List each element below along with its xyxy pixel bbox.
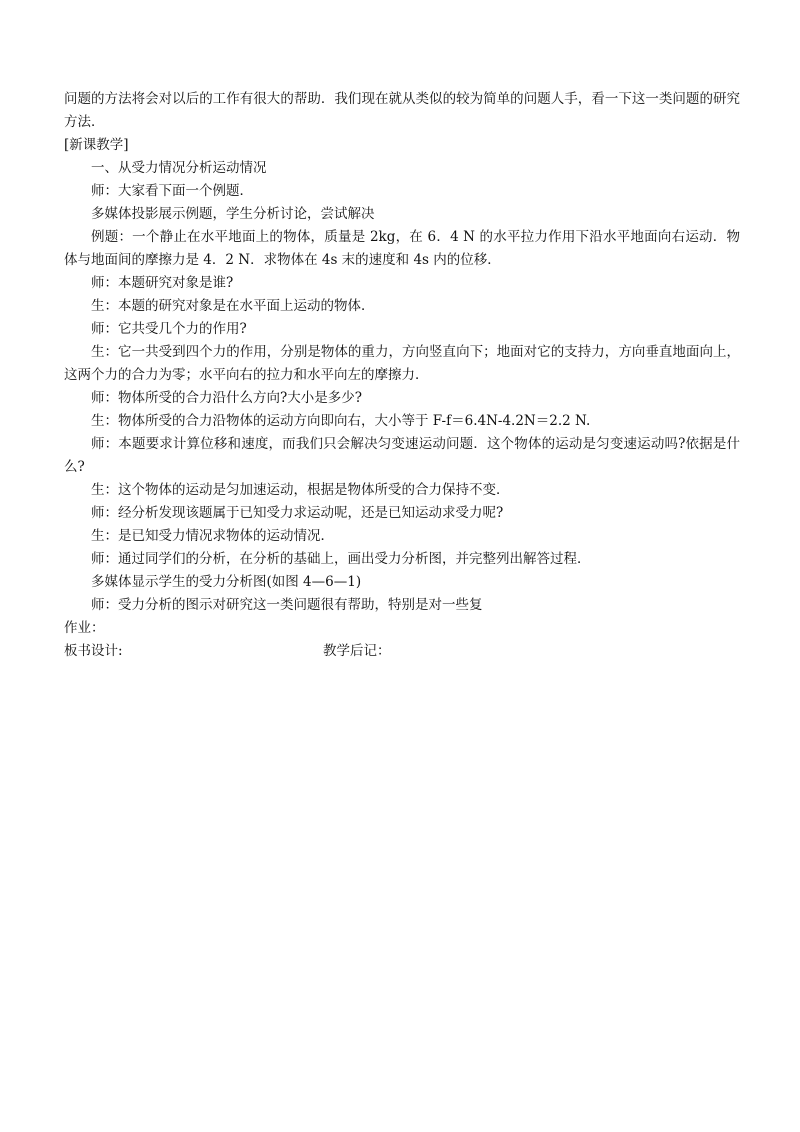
teaching-notes-label: 教学后记： bbox=[323, 643, 391, 659]
dialogue-teacher: 师：通过同学们的分析，在分析的基础上，画出受力分析图，并完整列出解答过程． bbox=[91, 551, 591, 567]
example-problem: 例题：一个静止在水平地面上的物体，质量是 2kg，在 6．4 N 的水平拉力作用下沿水平地面向右运动．物体与地面间的摩擦力是 4．2 N．求物体在 4s 末的速度和 4s 内的位移． bbox=[64, 229, 740, 268]
instruction-note: 多媒体显示学生的受力分析图(如图 4—6—1) bbox=[91, 574, 362, 590]
dialogue-teacher: 师：本题研究对象是谁? bbox=[91, 275, 234, 291]
dialogue-student: 生：这个物体的运动是匀加速运动，根据是物体所受的合力保持不变． bbox=[91, 482, 510, 498]
dialogue-teacher: 师：本题要求计算位移和速度，而我们只会解决匀变速运动问题．这个物体的运动是匀变速运动吗?依据是什么? bbox=[64, 436, 740, 475]
dialogue-student: 生：是已知受力情况求物体的运动情况． bbox=[91, 528, 334, 544]
dialogue-student: 生：本题的研究对象是在水平面上运动的物体． bbox=[91, 298, 375, 314]
paragraph-intro-continuation: 问题的方法将会对以后的工作有很大的帮助．我们现在就从类似的较为简单的问题人手，看一下这一类问题的研究方法． bbox=[64, 91, 740, 130]
section-tag-new-lesson: [新课教学] bbox=[64, 137, 129, 153]
footer-row bbox=[64, 640, 740, 663]
document-body bbox=[64, 88, 740, 663]
dialogue-teacher: 师：它共受几个力的作用? bbox=[91, 321, 247, 337]
homework-label: 作业： bbox=[64, 620, 105, 636]
dialogue-student: 生：它一共受到四个力的作用，分别是物体的重力，方向竖直向下；地面对它的支持力，方向垂直地面向上，这两个力的合力为零；水平向右的拉力和水平向左的摩擦力． bbox=[64, 344, 740, 383]
dialogue-student: 生：物体所受的合力沿物体的运动方向即向右，大小等于 F-f＝6.4N-4.2N＝2.2 N. bbox=[91, 413, 591, 429]
dialogue-teacher: 师：大家看下面一个例题． bbox=[91, 183, 253, 199]
dialogue-teacher: 师：经分析发现该题属于已知受力求运动呢，还是已知运动求受力呢? bbox=[91, 505, 504, 521]
instruction-note: 多媒体投影展示例题，学生分析讨论，尝试解决 bbox=[91, 206, 375, 222]
section-heading-force-to-motion: 一、从受力情况分析运动情况 bbox=[91, 160, 267, 176]
dialogue-teacher: 师：受力分析的图示对研究这一类问题很有帮助，特别是对一些复 bbox=[91, 597, 483, 613]
board-design-label: 板书设计: bbox=[64, 643, 123, 659]
dialogue-teacher: 师：物体所受的合力沿什么方向?大小是多少? bbox=[91, 390, 362, 406]
